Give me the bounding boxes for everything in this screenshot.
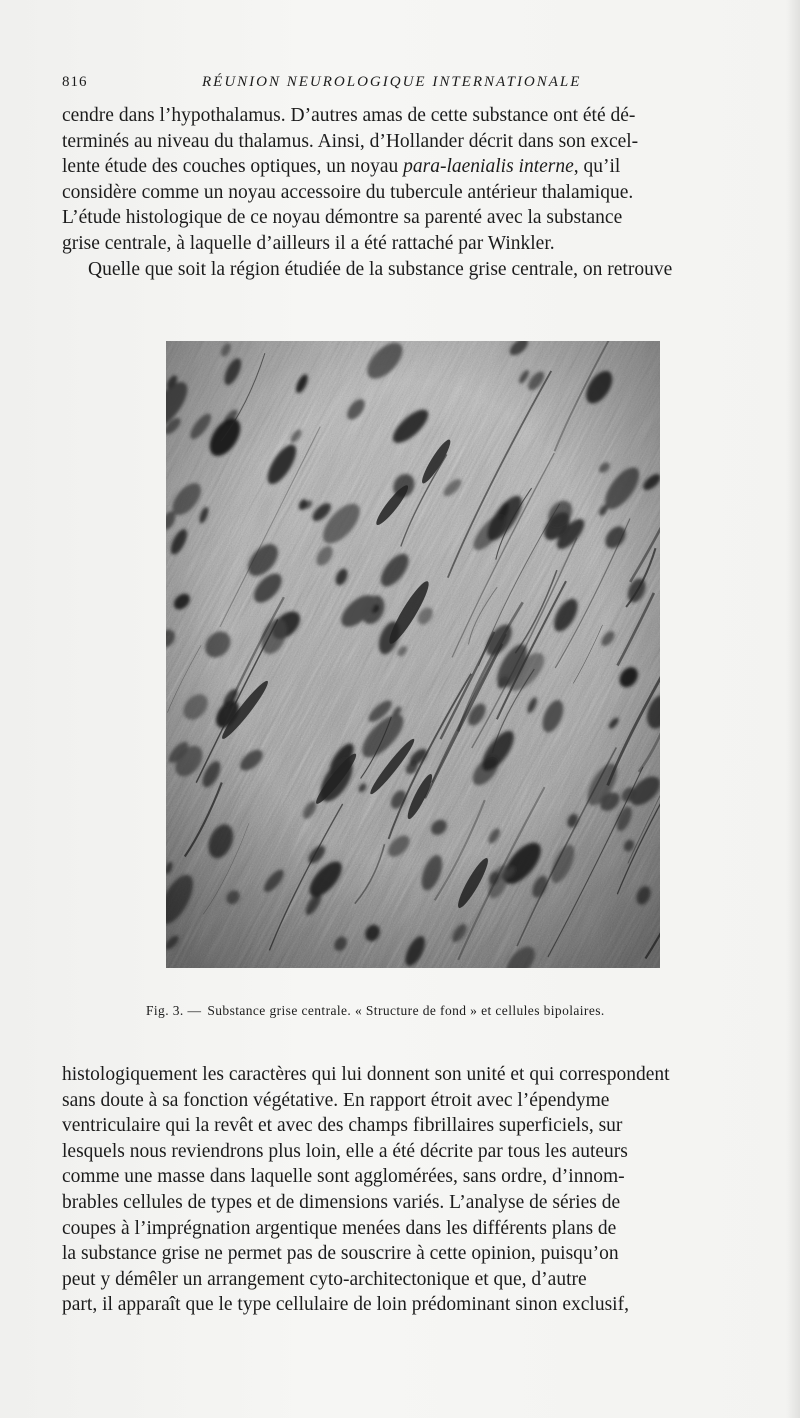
text-line: peut y démêler un arrangement cyto-architectonique et que, d’autre bbox=[62, 1268, 587, 1290]
caption-text: Substance grise centrale. « Structure de fond » et cellules bipolaires. bbox=[207, 1003, 605, 1018]
text-line: histologiquement les caractères qui lui donnent son unité et qui correspondent bbox=[62, 1064, 670, 1085]
page-number: 816 bbox=[62, 74, 88, 90]
figure-caption bbox=[146, 1003, 686, 1019]
text-line: part, il apparaît que le type cellulaire de loin prédominant sinon exclusif, bbox=[62, 1294, 629, 1316]
caption-label: Fig. 3. — bbox=[146, 1003, 202, 1018]
page-edge-shadow bbox=[786, 0, 800, 1418]
text-line: comme une masse dans laquelle sont agglomérées, sans ordre, d’innom- bbox=[62, 1166, 625, 1188]
text-line: brables cellules de types et de dimensions variés. L’analyse de séries de bbox=[62, 1191, 621, 1213]
running-title: RÉUNION NEUROLOGIQUE INTERNATIONALE bbox=[202, 74, 582, 90]
text-line: L’étude histologique de ce noyau démontre sa parenté avec la substance bbox=[62, 207, 623, 229]
italic-term: para-laenialis interne bbox=[403, 156, 574, 178]
text-line: ventriculaire qui la revêt et avec des champs fibrillaires superficiels, sur bbox=[62, 1115, 623, 1137]
text-line: coupes à l’imprégnation argentique menées dans les différents plans de bbox=[62, 1217, 617, 1239]
text-line: considère comme un noyau accessoire du tubercule antérieur thalamique. bbox=[62, 181, 634, 203]
text-line-with-italic: lente étude des couches optiques, un noyau para-laenialis interne, qu’il bbox=[62, 156, 621, 178]
text-line: terminés au niveau du thalamus. Ainsi, d’Hollander décrit dans son excel- bbox=[62, 130, 639, 152]
text-line: grise centrale, à laquelle d’ailleurs il a été rattaché par Winkler. bbox=[62, 232, 555, 254]
paragraph-bottom bbox=[62, 1062, 762, 1318]
text-line: la substance grise ne permet pas de souscrire à cette opinion, puisqu’on bbox=[62, 1243, 619, 1265]
text-line: cendre dans l’hypothalamus. D’autres amas de cette substance ont été dé- bbox=[62, 105, 636, 126]
text-line: Quelle que soit la région étudiée de la substance grise centrale, on retrouve bbox=[88, 258, 673, 280]
text-line: sans doute à sa fonction végétative. En rapport étroit avec l’épendyme bbox=[62, 1089, 610, 1111]
text-line: lesquels nous reviendrons plus loin, elle a été décrite par tous les auteurs bbox=[62, 1140, 628, 1162]
running-head bbox=[62, 74, 702, 96]
micrograph-image bbox=[166, 341, 660, 968]
paragraph-top bbox=[62, 103, 762, 282]
micrograph-figure bbox=[166, 341, 660, 968]
